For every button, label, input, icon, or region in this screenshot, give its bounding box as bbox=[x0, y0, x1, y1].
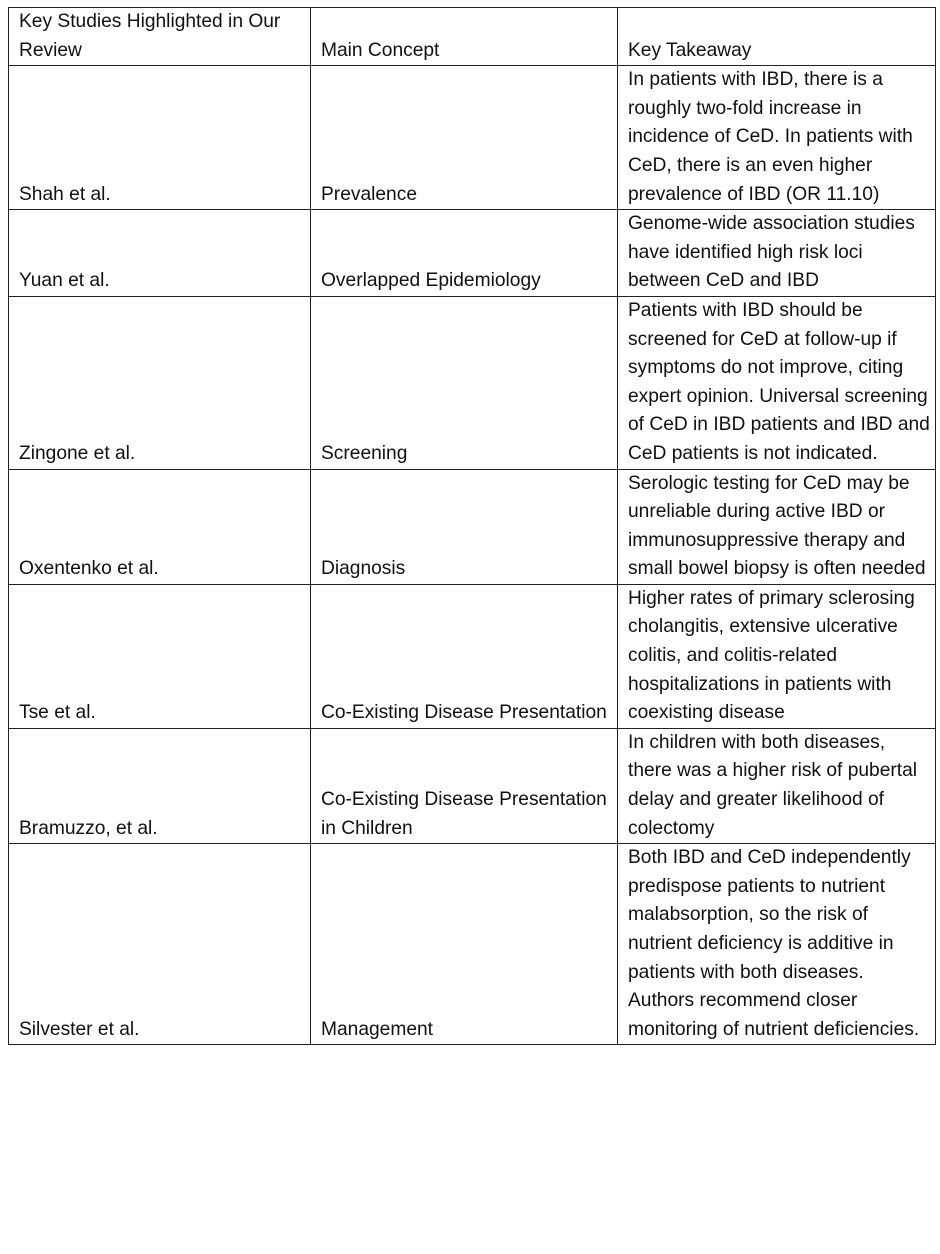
takeaway-cell: Genome-wide association studies have identified high risk loci between CeD and IBD bbox=[618, 210, 936, 297]
study-cell: Shah et al. bbox=[9, 66, 311, 210]
header-row bbox=[9, 8, 936, 66]
header-main-concept: Main Concept bbox=[311, 8, 618, 66]
concept-cell: Overlapped Epidemiology bbox=[311, 210, 618, 297]
takeaway-cell: Patients with IBD should be screened for CeD at follow-up if symptoms do not improve, citing expert opinion. Universal screening of CeD in IBD patients and IBD and CeD patients is not indicated. bbox=[618, 296, 936, 469]
study-cell: Yuan et al. bbox=[9, 210, 311, 297]
study-cell: Silvester et al. bbox=[9, 844, 311, 1045]
study-cell: Tse et al. bbox=[9, 584, 311, 728]
key-studies-table bbox=[8, 7, 936, 1045]
table-row bbox=[9, 210, 936, 297]
takeaway-cell: In children with both diseases, there was a higher risk of pubertal delay and greater likelihood of colectomy bbox=[618, 728, 936, 843]
takeaway-cell: Serologic testing for CeD may be unreliable during active IBD or immunosuppressive therapy and small bowel biopsy is often needed bbox=[618, 469, 936, 584]
concept-cell: Co-Existing Disease Presentation in Children bbox=[311, 728, 618, 843]
table-header bbox=[9, 8, 936, 66]
study-cell: Oxentenko et al. bbox=[9, 469, 311, 584]
study-cell: Bramuzzo, et al. bbox=[9, 728, 311, 843]
table-row bbox=[9, 844, 936, 1045]
takeaway-cell: In patients with IBD, there is a roughly two-fold increase in incidence of CeD. In patients with CeD, there is an even higher prevalence of IBD (OR 11.10) bbox=[618, 66, 936, 210]
concept-cell: Diagnosis bbox=[311, 469, 618, 584]
concept-cell: Co-Existing Disease Presentation bbox=[311, 584, 618, 728]
concept-cell: Management bbox=[311, 844, 618, 1045]
header-key-takeaway: Key Takeaway bbox=[618, 8, 936, 66]
concept-cell: Screening bbox=[311, 296, 618, 469]
table-row bbox=[9, 728, 936, 843]
concept-cell: Prevalence bbox=[311, 66, 618, 210]
table-body bbox=[9, 66, 936, 1045]
takeaway-cell: Both IBD and CeD independently predispose patients to nutrient malabsorption, so the risk of nutrient deficiency is additive in patients with both diseases. Authors recommend closer monitoring of nutrient deficiencies. bbox=[618, 844, 936, 1045]
table-row bbox=[9, 469, 936, 584]
table-row bbox=[9, 66, 936, 210]
study-cell: Zingone et al. bbox=[9, 296, 311, 469]
header-key-studies: Key Studies Highlighted in Our Review bbox=[9, 8, 311, 66]
table-row bbox=[9, 296, 936, 469]
takeaway-cell: Higher rates of primary sclerosing cholangitis, extensive ulcerative colitis, and colitis-related hospitalizations in patients with coexisting disease bbox=[618, 584, 936, 728]
table-row bbox=[9, 584, 936, 728]
